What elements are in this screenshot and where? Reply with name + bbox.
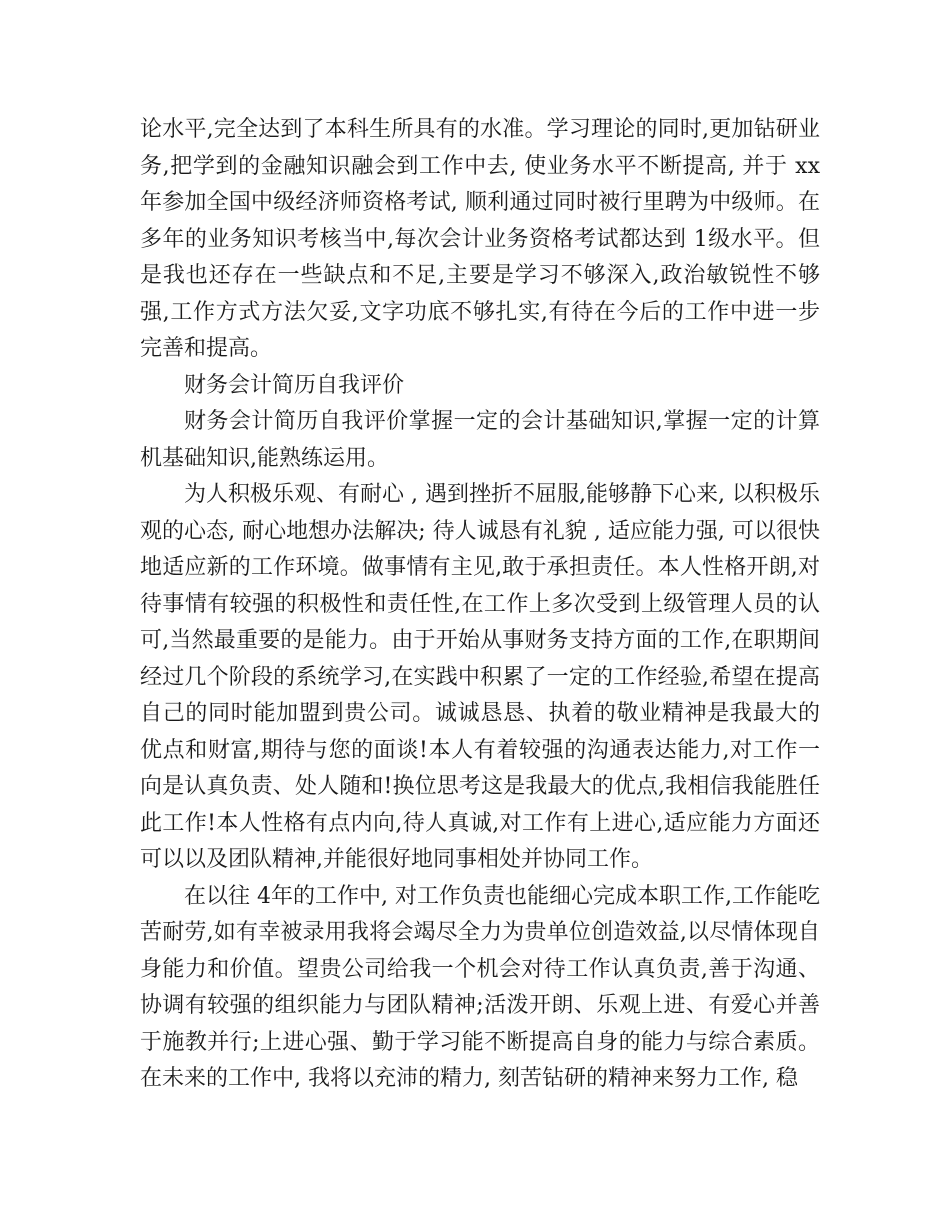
document-body [140,112,820,1098]
section-heading: 财务会计简历自我评价 [184,372,405,398]
paragraph-summary: 财务会计简历自我评价掌握一定的会计基础知识,掌握一定的计算机基础知识,能熟练运用。 [140,409,820,471]
paragraph-experience: 在以往 4年的工作中, 对工作负责也能细心完成本职工作,工作能吃苦耐劳,如有幸被录用我将会竭尽全力为贵单位创造效益,以尽情体现自身能力和价值。望贵公司给我一个机会对待工作认真负责,善于沟通、协调有较强的组织能力与团队精神;活泼开朗、乐观上进、有爱心并善于施教并行;上进心强、勤于学习能不断提高自身的能力与综合素质。在未来的工作中, 我将以充沛的精力, 刻苦钻研的精神来努力工作, 稳 [140,883,820,1091]
paragraph-personality: 为人积极乐观、有耐心 , 遇到挫折不屈服,能够静下心来, 以积极乐观的心态, 耐心地想办法解决; 待人诚恳有礼貌 , 适应能力强, 可以很快地适应新的工作环境。做事情有主见,敢于承担责任。本人性格开朗,对待事情有较强的积极性和责任性,在工作上多次受到上级管理人员的认可,当然最重要的是能力。由于开始从事财务支持方面的工作,在职期间经过几个阶段的系统学习,在实践中积累了一定的工作经验,希望在提高自己的同时能加盟到贵公司。诚诚恳恳、执着的敬业精神是我最大的优点和财富,期待与您的面谈!本人有着较强的沟通表达能力,对工作一向是认真负责、处人随和!换位思考这是我最大的优点,我相信我能胜任此工作!本人性格有点内向,待人真诚,对工作有上进心,适应能力方面还可以以及团队精神,并能很好地同事相处并协同工作。 [140,482,820,872]
paragraph-continuation: 论水平,完全达到了本科生所具有的水准。学习理论的同时,更加钻研业务,把学到的金融知识融会到工作中去, 使业务水平不断提高, 并于 xx年参加全国中级经济师资格考试, 顺利通过同时被行里聘为中级师。在多年的业务知识考核当中,每次会计业务资格考试都达到 1级水平。但是我也还存在一些缺点和不足,主要是学习不够深入,政治敏锐性不够强,工作方式方法欠妥,文字功底不够扎实,有待在今后的工作中进一步完善和提高。 [140,117,820,361]
